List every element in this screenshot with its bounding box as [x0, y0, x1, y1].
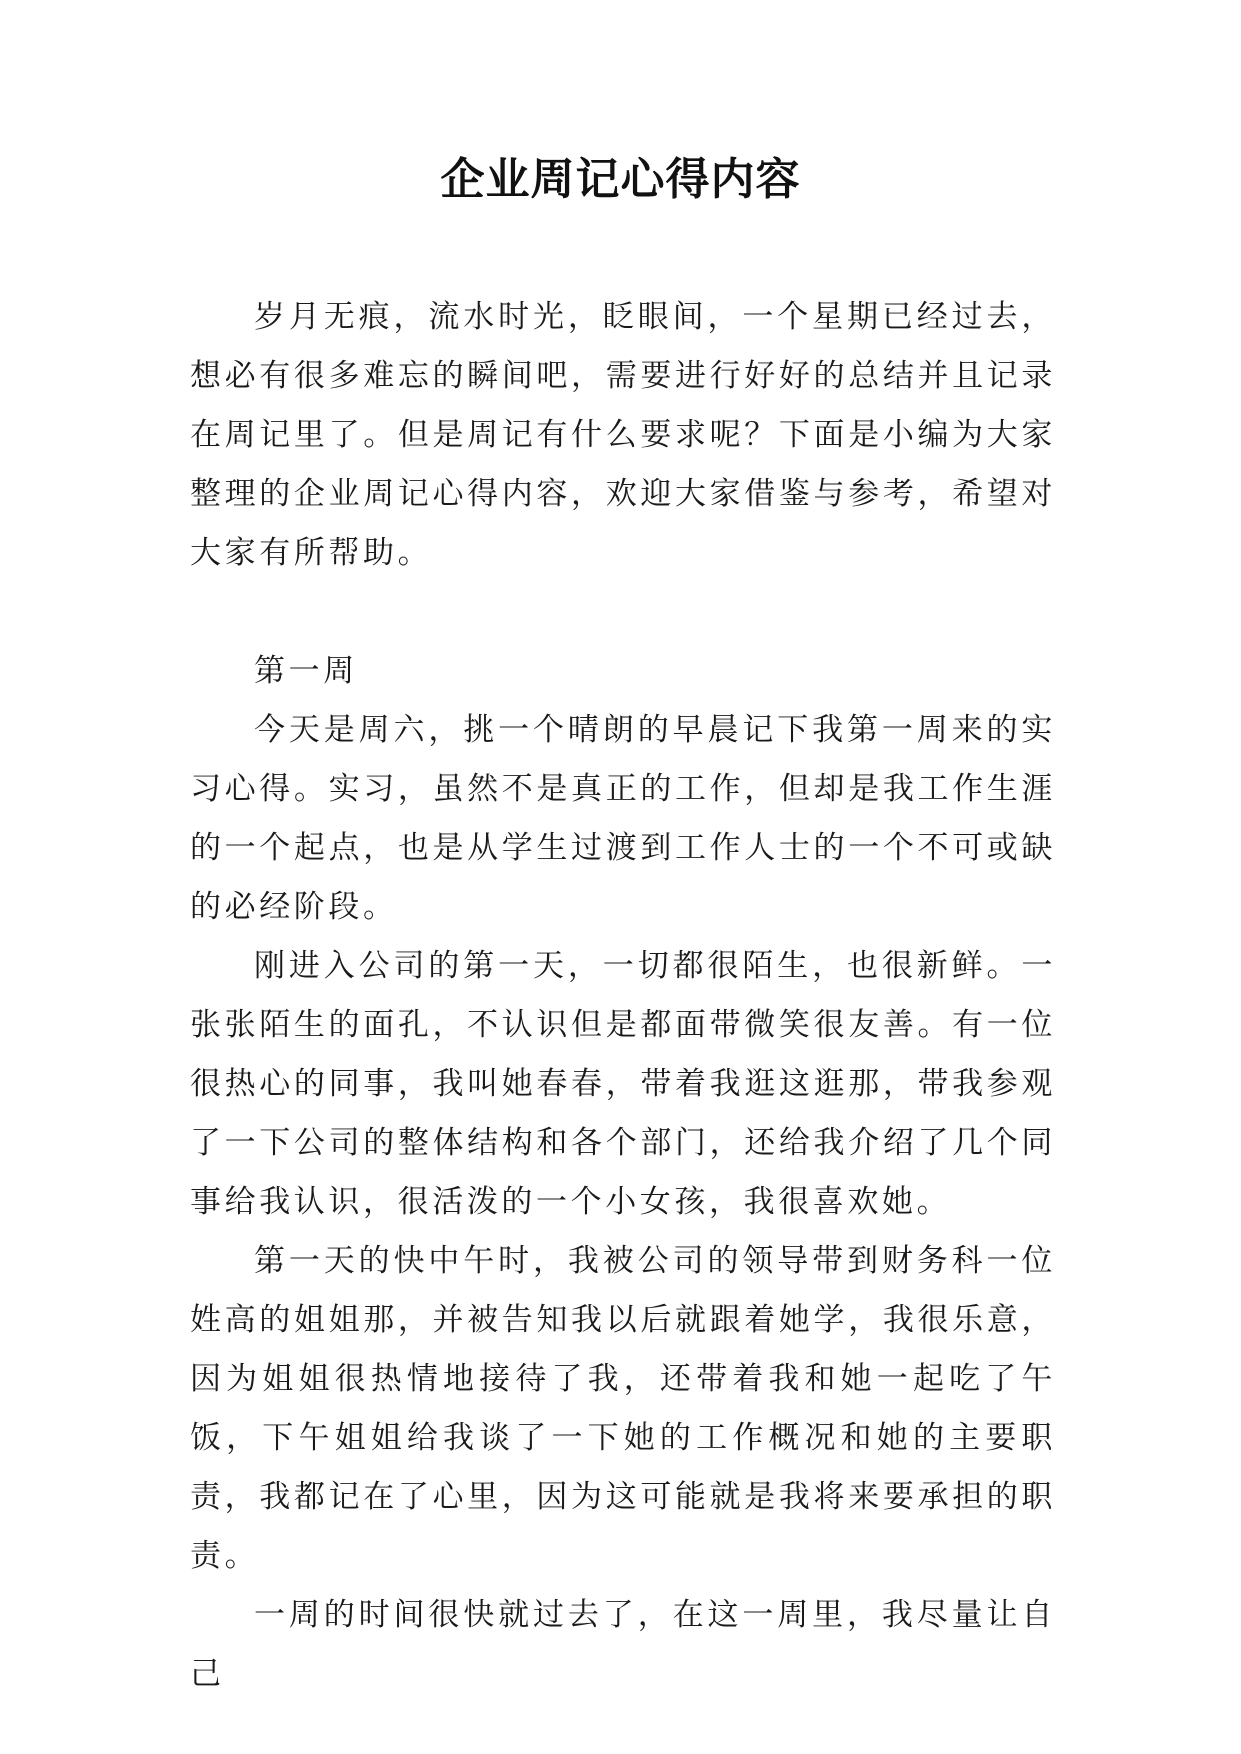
body-paragraph-1: 今天是周六，挑一个晴朗的早晨记下我第一周来的实习心得。实习，虽然不是真正的工作，但却是我工作生涯的一个起点，也是从学生过渡到工作人士的一个不可或缺的必经阶段。 — [190, 712, 1056, 925]
body-paragraph-3: 第一天的快中午时，我被公司的领导带到财务科一位姓高的姐姐那，并被告知我以后就跟着她学，我很乐意，因为姐姐很热情地接待了我，还带着我和她一起吃了午饭，下午姐姐给我谈了一下她的工作概况和她的主要职责，我都记在了心里，因为这可能就是我将来要承担的职责。 — [190, 1243, 1056, 1574]
intro-paragraph: 岁月无痕，流水时光，眨眼间，一个星期已经过去，想必有很多难忘的瞬间吧，需要进行好好的总结并且记录在周记里了。但是周记有什么要求呢？下面是小编为大家整理的企业周记心得内容，欢迎大家借鉴与参考，希望对大家有所帮助。 — [190, 299, 1056, 571]
document-title: 企业周记心得内容 — [440, 154, 801, 205]
body-paragraph-2: 刚进入公司的第一天，一切都很陌生，也很新鲜。一张张陌生的面孔，不认识但是都面带微笑很友善。有一位很热心的同事，我叫她春春，带着我逛这逛那，带我参观了一下公司的整体结构和各个部门，还给我介绍了几个同事给我认识，很活泼的一个小女孩，我很喜欢她。 — [190, 948, 1056, 1220]
body-paragraph-4: 一周的时间很快就过去了，在这一周里，我尽量让自己 — [190, 1597, 1056, 1692]
week-heading: 第一周 — [254, 653, 358, 689]
document-body — [190, 288, 1056, 1704]
